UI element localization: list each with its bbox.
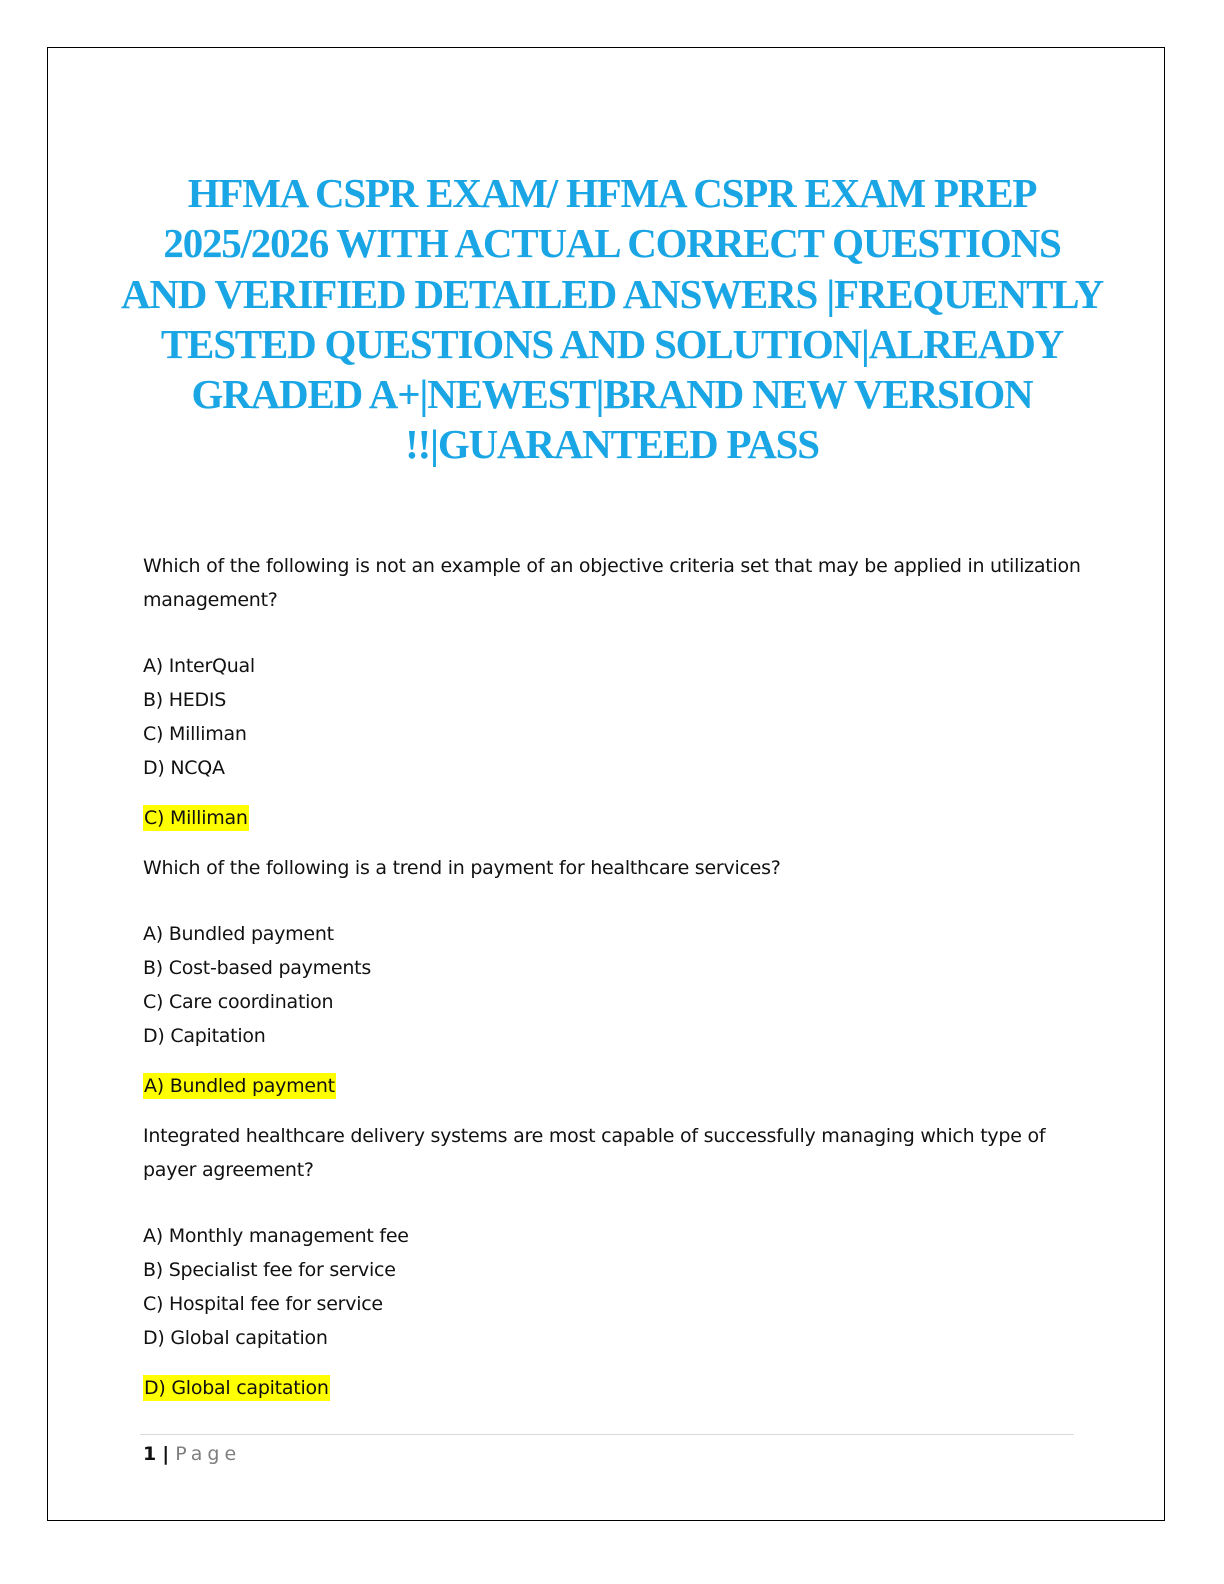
question-text: Which of the following is a trend in payment for healthcare services? — [143, 857, 781, 879]
highlighted-answer: D) Global capitation — [144, 1377, 329, 1399]
question-list — [143, 549, 1083, 1421]
option-c: C) Hospital fee for service — [143, 1293, 383, 1315]
page-number: 1 — [143, 1443, 157, 1465]
option-d: D) NCQA — [143, 757, 225, 779]
question-block — [143, 1119, 1083, 1405]
answer-line — [143, 1371, 1083, 1405]
options-list — [143, 649, 1083, 785]
options-list — [143, 1219, 1083, 1355]
footer-separator: | — [162, 1443, 170, 1465]
option-a: A) Bundled payment — [143, 923, 334, 945]
question-block — [143, 549, 1083, 835]
answer-line — [143, 1069, 1083, 1103]
footer-divider — [140, 1434, 1074, 1435]
question-text: Integrated healthcare delivery systems are most capable of successfully managing which type of payer agreement? — [143, 1125, 1046, 1181]
option-a: A) InterQual — [143, 655, 255, 677]
option-d: D) Capitation — [143, 1025, 266, 1047]
option-d: D) Global capitation — [143, 1327, 328, 1349]
option-b: B) Specialist fee for service — [143, 1259, 396, 1281]
page-label: Page — [175, 1443, 242, 1465]
answer-line — [143, 801, 1083, 835]
highlighted-answer: A) Bundled payment — [144, 1075, 335, 1097]
option-b: B) Cost-based payments — [143, 957, 372, 979]
question-text: Which of the following is not an example of an objective criteria set that may be applied in utilization management? — [143, 555, 1081, 611]
options-list — [143, 917, 1083, 1053]
question-block — [143, 851, 1083, 1103]
page-footer — [143, 1440, 241, 1468]
option-c: C) Milliman — [143, 723, 247, 745]
document-title: HFMA CSPR EXAM/ HFMA CSPR EXAM PREP 2025/2026 WITH ACTUAL CORRECT QUESTIONS AND VERIFIED DETAILED ANSWERS |FREQUENTLY TESTED QUESTIONS AND SOLUTION|ALREADY GRADED A+|NEWEST|BRAND NEW VERSION !!|GUARANTEED PASS — [120, 170, 1104, 468]
option-b: B) HEDIS — [143, 689, 227, 711]
option-c: C) Care coordination — [143, 991, 334, 1013]
option-a: A) Monthly management fee — [143, 1225, 409, 1247]
highlighted-answer: C) Milliman — [144, 807, 248, 829]
